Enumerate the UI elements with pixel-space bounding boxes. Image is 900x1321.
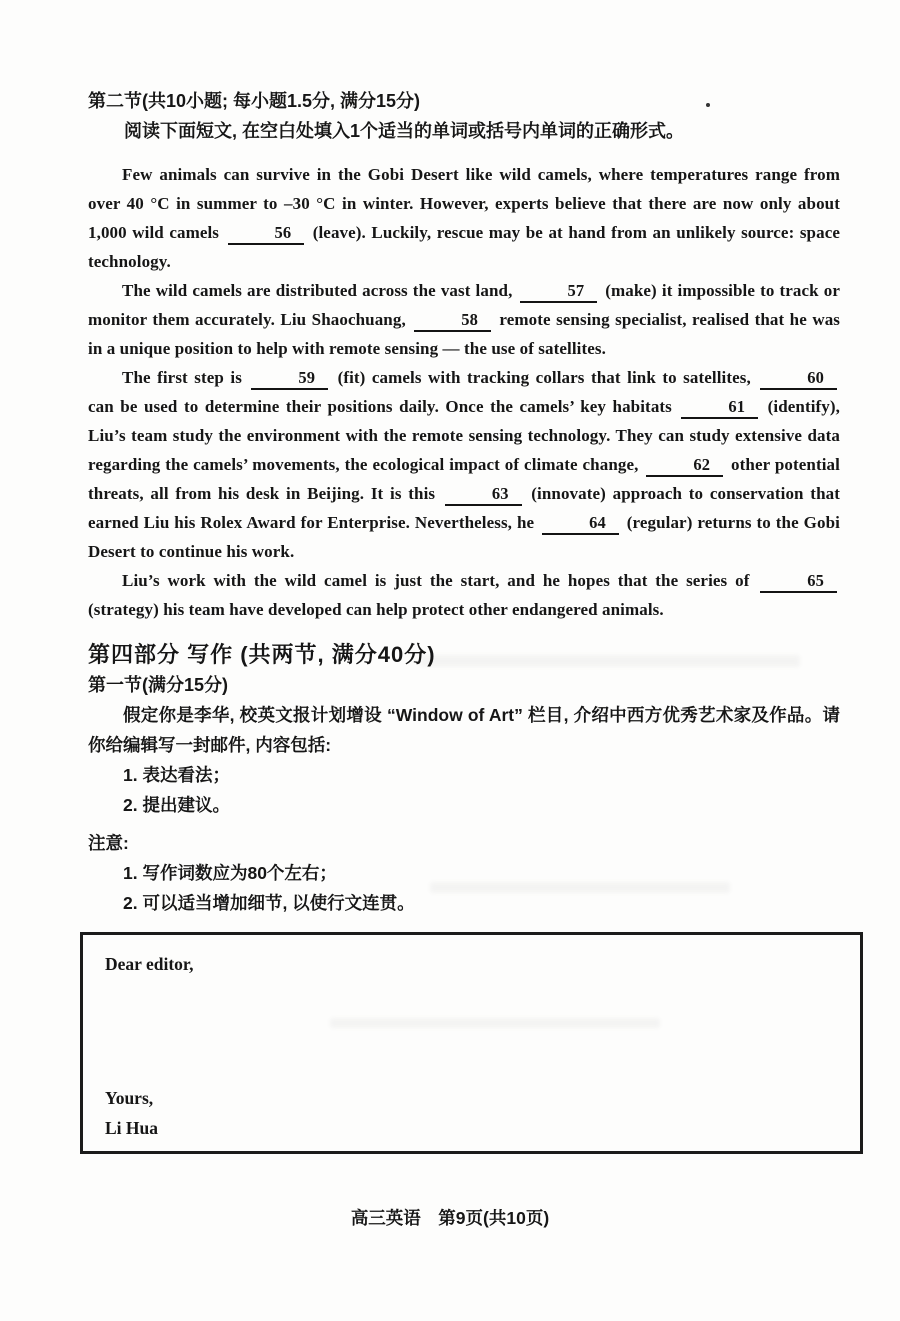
letter-closing: Yours, bbox=[105, 1088, 154, 1108]
letter-closing-block bbox=[105, 1083, 844, 1143]
blank-56: 56 bbox=[228, 223, 305, 245]
writing-point-2: 2. 提出建议。 bbox=[123, 795, 230, 815]
letter-signature: Li Hua bbox=[105, 1118, 159, 1138]
blank-65: 65 bbox=[760, 571, 837, 593]
blank-64: 64 bbox=[542, 513, 619, 535]
page-footer: 高三英语 第9页(共10页) bbox=[350, 1208, 550, 1228]
blank-60: 60 bbox=[760, 368, 837, 390]
passage-paragraph-2: The wild camels are distributed across the vast land, 57 (make) it impossible to track or monitor them accurately. Liu Shaochuang, 58 remote sensing specialist, realised that he was in a unique position to help with remote sensing — the use of satellites. bbox=[88, 281, 841, 358]
blank-59: 59 bbox=[251, 368, 328, 390]
notes-label: 注意: bbox=[88, 833, 129, 853]
passage-paragraph-4: Liu’s work with the wild camel is just the start, and he hopes that the series of 65 (strategy) his team have developed can help protect other endangered animals. bbox=[88, 566, 840, 624]
note-2: 2. 可以适当增加细节, 以使行文连贯。 bbox=[123, 893, 415, 913]
section1-heading: 第一节(满分15分) bbox=[88, 675, 229, 695]
passage-paragraph-1: Few animals can survive in the Gobi Desert like wild camels, where temperatures range from over 40 °C in summer to –30 °C in winter. However, experts believe that there are now only about 1,000 wild camels 56 (leave). Luckily, rescue may be at hand from an unlikely source: space technology. bbox=[88, 165, 840, 271]
letter-salutation: Dear editor, bbox=[105, 954, 194, 974]
answer-box bbox=[80, 932, 863, 1154]
blank-63: 63 bbox=[445, 484, 522, 506]
cloze-instructions: 阅读下面短文, 在空白处填入1个适当的单词或括号内单词的正确形式。 bbox=[124, 121, 685, 141]
cloze-section bbox=[88, 86, 840, 624]
scan-dot-artifact bbox=[706, 103, 710, 107]
passage-paragraph-3: The first step is 59 (fit) camels with tracking collars that link to satellites, 60 can be used to determine their positions daily. Once the camels’ key habitats 61 (identify), Liu’s team study the environment with the remote sensing technology. They can study extensive data regarding the camels’ movements, the ecological impact of climate change, 62 other potential threats, all from his desk in Beijing. It is this 63 (innovate) approach to conservation that earned Liu his Rolex Award for Enterprise. Nevertheless, he 64 (regular) returns to the Gobi Desert to continue his work. bbox=[88, 368, 841, 561]
part4-heading: 第四部分 写作 (共两节, 满分40分) bbox=[88, 642, 436, 667]
cloze-section-heading: 第二节(共10小题; 每小题1.5分, 满分15分) bbox=[88, 91, 421, 111]
writing-section bbox=[88, 640, 840, 1154]
cloze-passage bbox=[88, 160, 840, 624]
blank-61: 61 bbox=[681, 397, 758, 419]
blank-57: 57 bbox=[520, 281, 597, 303]
note-1: 1. 写作词数应为80个左右； bbox=[123, 863, 337, 883]
blank-62: 62 bbox=[646, 455, 723, 477]
writing-point-1: 1. 表达看法； bbox=[123, 765, 230, 785]
writing-prompt: 假定你是李华, 校英文报计划增设 “Window of Art” 栏目, 介绍中西方优秀艺术家及作品。请你给编辑写一封邮件, 内容包括: bbox=[88, 705, 840, 755]
blank-58: 58 bbox=[414, 310, 491, 332]
